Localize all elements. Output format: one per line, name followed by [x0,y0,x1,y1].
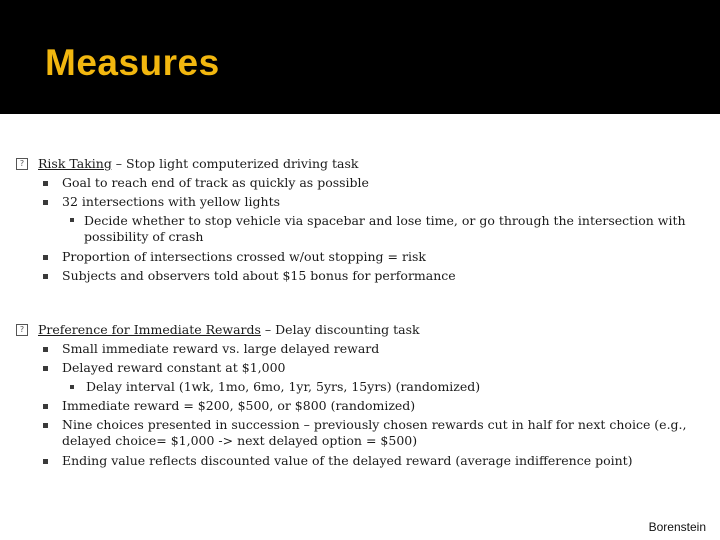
heading-rest: – Delay discounting task [260,322,420,337]
square-bullet-icon [70,218,74,222]
square-bullet-icon [43,255,48,260]
list-item: Delayed reward constant at $1,000 [62,360,286,375]
square-bullet-icon [43,200,48,205]
list-item: Delay interval (1wk, 1mo, 6mo, 1yr, 5yrs, 15yrs) (randomized) [86,379,481,394]
square-bullet-icon [70,385,74,389]
list-item: Subjects and observers told about $15 bonus for performance [62,268,456,283]
checkbox-glyph-icon: ? [16,324,28,336]
list-item: Proportion of intersections crossed w/out stopping = risk [62,249,426,264]
list-item: Small immediate reward vs. large delayed reward [62,341,380,356]
slide-body [0,114,720,540]
heading-underlined: Risk Taking [38,156,112,171]
square-bullet-icon [43,274,48,279]
slide-title: Measures [45,42,220,83]
author-credit: Borenstein [648,520,706,534]
list-item: Goal to reach end of track as quickly as possible [62,175,369,190]
square-bullet-icon [43,423,48,428]
heading-rest: – Stop light computerized driving task [111,156,359,171]
heading-underlined: Preference for Immediate Rewards [38,322,261,337]
square-bullet-icon [43,347,48,352]
square-bullet-icon [43,459,48,464]
checkbox-glyph-icon: ? [16,158,28,170]
list-item: Decide whether to stop vehicle via spacebar and lose time, or go through the intersection with possibility of crash [84,213,686,244]
square-bullet-icon [43,404,48,409]
square-bullet-icon [43,366,48,371]
section-heading-risk-taking [38,156,698,172]
list-item: Nine choices presented in succession – previously chosen rewards cut in half for next choice (e.g., delayed choice= $1,000 -> next delayed option = $500) [62,417,687,448]
section-heading-immediate-rewards [38,322,698,338]
square-bullet-icon [43,181,48,186]
list-item: Immediate reward = $200, $500, or $800 (randomized) [62,398,416,413]
list-item: Ending value reflects discounted value of the delayed reward (average indifference point) [62,453,633,468]
list-item: 32 intersections with yellow lights [62,194,281,209]
